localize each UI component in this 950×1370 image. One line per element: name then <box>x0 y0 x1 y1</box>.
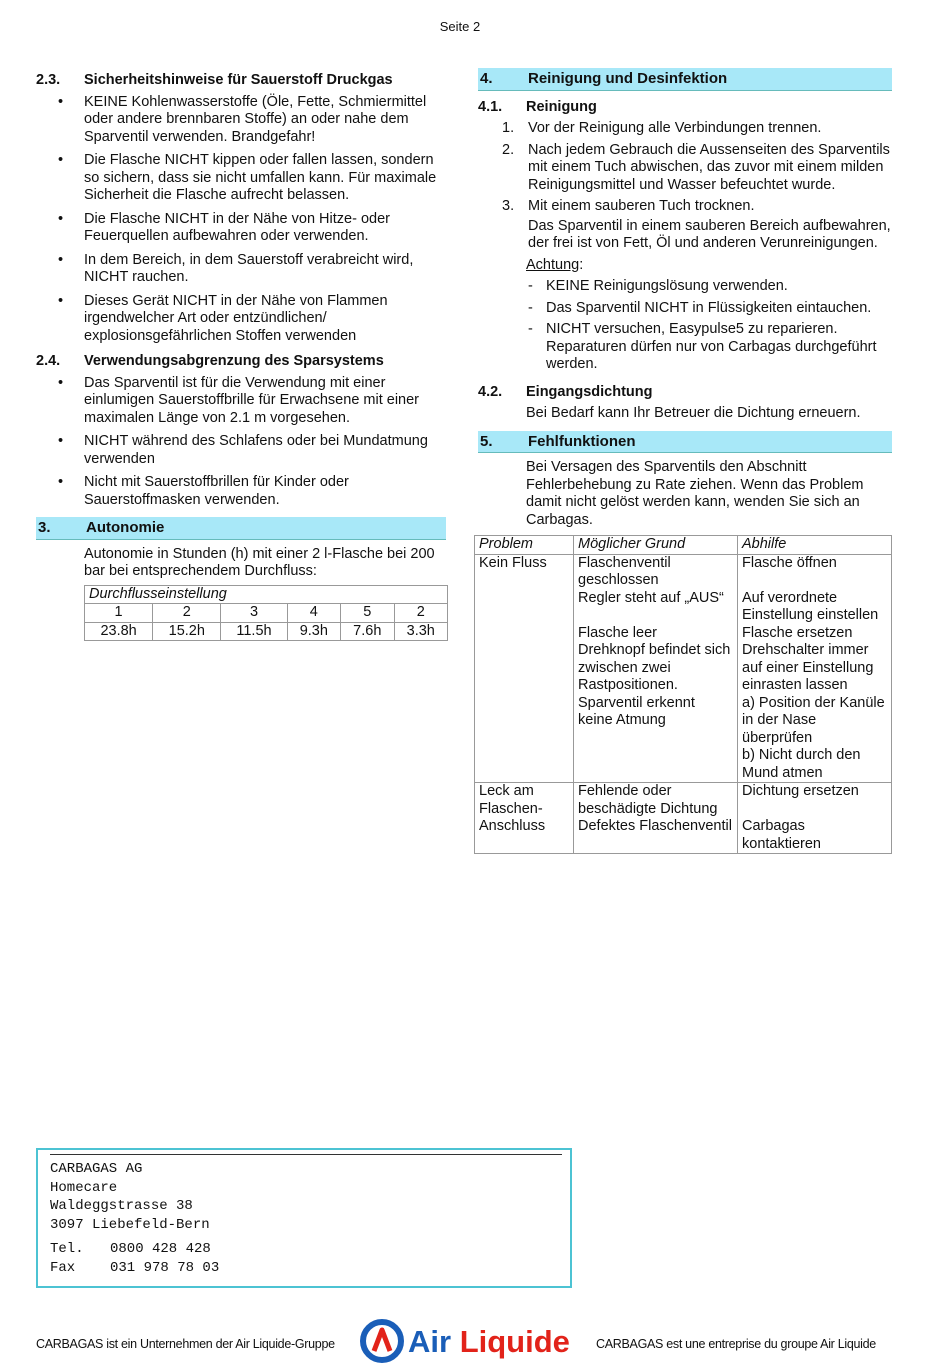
cause-cell: Fehlende oder beschädigte Dichtung <box>574 783 738 819</box>
page-number: Seite 2 <box>439 19 481 34</box>
list-item: • Die Flasche NICHT in der Nähe von Hitze- oder Feuerquellen aufbewahren oder verwenden. <box>36 211 446 246</box>
city: 3097 Liebefeld-Bern <box>50 1216 210 1233</box>
logo-text-air: Air <box>408 1324 460 1359</box>
problem-cell: Kein Fluss <box>475 554 574 783</box>
section-4-heading <box>478 68 892 91</box>
list-item: • In dem Bereich, in dem Sauerstoff verabreicht wird, NICHT rauchen. <box>36 252 446 287</box>
list-item: • Das Sparventil ist für die Verwendung mit einer einlumigen Sauerstoffbrille für Erwachsene mit einer maximalen Länge von 2.1 m vorgesehen. <box>36 375 446 428</box>
fax-line <box>50 1259 219 1278</box>
caution-heading <box>478 257 892 275</box>
column-header: Problem <box>475 536 574 555</box>
phone-label: Tel. <box>50 1241 84 1257</box>
section-number: 2.3. <box>36 72 61 88</box>
remedy-cell: Dichtung ersetzen <box>738 783 892 819</box>
logo-text-liquide: Liquide <box>459 1324 570 1359</box>
step-text: Mit einem sauberen Tuch trocknen. <box>528 198 755 214</box>
section-number: 3. <box>38 519 51 536</box>
table-row <box>475 554 892 590</box>
phone-line <box>50 1240 219 1259</box>
address-box <box>36 1148 572 1288</box>
left-column <box>36 72 446 641</box>
list-item <box>478 142 892 195</box>
list-item: • Nicht mit Sauerstoffbrillen für Kinder oder Sauerstoffmasken verwenden. <box>36 474 446 509</box>
cleaning-steps <box>478 120 892 216</box>
logo-text <box>408 1324 570 1359</box>
column-header: Möglicher Grund <box>574 536 738 555</box>
problem-cell: Leck am Flaschen-Anschluss <box>475 783 574 854</box>
autonomy-hours: 23.8h <box>85 622 153 641</box>
address-block <box>50 1160 219 1277</box>
section-4-2-heading <box>478 384 892 402</box>
list-item: - KEINE Reinigungslösung verwenden. <box>478 278 892 296</box>
remedy-cell <box>738 695 892 783</box>
cause-cell: Flaschenventil geschlossen <box>574 554 738 590</box>
flow-setting: 1 <box>85 604 153 623</box>
section-title: Sicherheitshinweise für Sauerstoff Druckgas <box>84 72 393 88</box>
list-item: - NICHT versuchen, Easypulse5 zu reparieren. Reparaturen dürfen nur von Carbagas durchgeführt werden. <box>478 321 892 374</box>
list-item: • Die Flasche NICHT kippen oder fallen lassen, sondern so sichern, dass sie nicht umfallen kann. Für maximale Sicherheit die Flasche aufrecht belassen. <box>36 152 446 205</box>
remedy-cell: Carbagas kontaktieren <box>738 818 892 854</box>
section-title: Fehlfunktionen <box>528 432 636 450</box>
list-item <box>478 120 892 138</box>
list-item: • KEINE Kohlenwasserstoffe (Öle, Fette, Schmiermittel oder andere brennbaren Stoffe) an oder nahe dem Sparventil verwenden. Brandgefahr! <box>36 94 446 147</box>
autonomy-hours: 11.5h <box>221 622 287 641</box>
section-title: Verwendungsabgrenzung des Sparsystems <box>84 353 384 369</box>
flow-setting: 2 <box>394 604 448 623</box>
step-number: 2. <box>502 141 515 158</box>
flow-setting: 4 <box>287 604 340 623</box>
fax-number: 031 978 78 03 <box>110 1259 220 1276</box>
column-header: Abhilfe <box>738 536 892 555</box>
flow-setting: 2 <box>153 604 221 623</box>
section-number: 4.2. <box>478 383 503 400</box>
section-number: 5. <box>480 432 493 450</box>
logo-graphic <box>360 1318 582 1364</box>
section-title: Autonomie <box>86 519 165 536</box>
section-number: 2.4. <box>36 353 61 369</box>
flow-setting: 3 <box>221 604 287 623</box>
table-row <box>85 604 448 623</box>
step-text: Nach jedem Gebrauch die Aussenseiten des Sparventils mit einem Tuch abwischen, das zuvor mit einem milden Reinigungsmittel und Wasser befeuchtet wurde. <box>528 141 890 193</box>
step-text: Vor der Reinigung alle Verbindungen trennen. <box>528 120 822 136</box>
section-number: 4.1. <box>478 98 503 115</box>
department: Homecare <box>50 1179 118 1196</box>
remedy-cell: Drehschalter immer auf einer Einstellung einrasten lassen <box>738 642 892 695</box>
remedy-cell: Auf verordnete Einstellung einstellen <box>738 590 892 625</box>
air-liquide-logo <box>360 1318 582 1364</box>
remedy-cell: Flasche öffnen <box>738 554 892 590</box>
table-row <box>475 783 892 819</box>
storage-text: Das Sparventil in einem sauberen Bereich aufbewahren, der frei ist von Fett, Öl und anderen Verunreinigungen. <box>528 217 891 251</box>
seal-text: Bei Bedarf kann Ihr Betreuer die Dichtung erneuern. <box>526 405 861 421</box>
autonomy-intro: Autonomie in Stunden (h) mit einer 2 l-Flasche bei 200 bar bei entsprechendem Durchfluss: <box>84 545 435 579</box>
flow-setting: 5 <box>341 604 394 623</box>
usage-limits-list <box>36 375 446 510</box>
remedy-cell: Flasche ersetzen <box>738 625 892 643</box>
group-note-fr: CARBAGAS est une entreprise du groupe Air Liquide <box>596 1337 876 1351</box>
safety-list <box>36 94 446 346</box>
cause-cell: Drehknopf befindet sich zwischen zwei Rastpositionen. <box>574 642 738 695</box>
street: Waldeggstrasse 38 <box>50 1198 193 1214</box>
caution-colon: : <box>579 256 584 273</box>
autonomy-hours: 9.3h <box>287 622 340 641</box>
divider <box>50 1154 562 1155</box>
cause-cell: Defektes Flaschenventil <box>574 818 738 854</box>
section-3-heading <box>36 517 446 540</box>
section-2-3-heading <box>36 72 446 90</box>
section-2-4-heading <box>36 353 446 371</box>
autonomy-table <box>84 585 448 642</box>
list-item: • NICHT während des Schlafens oder bei Mundatmung verwenden <box>36 433 446 468</box>
section-number: 4. <box>480 70 493 87</box>
table-header-row <box>475 536 892 555</box>
section-title: Reinigung <box>526 98 597 115</box>
section-title: Eingangsdichtung <box>526 383 653 400</box>
malfunction-intro: Bei Versagen des Sparventils den Abschnitt Fehlerbehebung zu Rate ziehen. Wenn das Problem damit nicht gelöst werden kann, wenden Sie sich an Carbagas. <box>526 459 864 528</box>
section-4-1-heading <box>478 99 892 117</box>
section-title: Reinigung und Desinfektion <box>528 70 728 87</box>
remedy-line: a) Position der Kanüle in der Nase überprüfen <box>742 694 885 746</box>
group-note-de: CARBAGAS ist ein Unternehmen der Air Liquide-Gruppe <box>36 1337 335 1351</box>
step-number: 3. <box>502 198 515 214</box>
table-caption: Durchflusseinstellung <box>85 585 448 604</box>
fax-label: Fax <box>50 1259 76 1276</box>
list-item: - Das Sparventil NICHT in Flüssigkeiten eintauchen. <box>478 300 892 318</box>
cause-cell: Regler steht auf „AUS“ <box>574 590 738 625</box>
section-5-heading <box>478 431 892 454</box>
caution-list <box>478 278 892 374</box>
autonomy-hours: 7.6h <box>341 622 394 641</box>
remedy-line: b) Nicht durch den Mund atmen <box>742 747 861 781</box>
cause-cell: Sparventil erkennt keine Atmung <box>574 695 738 783</box>
list-item <box>478 198 892 216</box>
phone-number: 0800 428 428 <box>110 1241 211 1257</box>
autonomy-hours: 3.3h <box>394 622 448 641</box>
table-row <box>85 622 448 641</box>
autonomy-hours: 15.2h <box>153 622 221 641</box>
company-name: CARBAGAS AG <box>50 1161 143 1177</box>
step-number: 1. <box>502 120 515 136</box>
right-column <box>478 68 892 854</box>
caution-label: Achtung <box>526 256 580 273</box>
list-item: • Dieses Gerät NICHT in der Nähe von Flammen irgendwelcher Art oder entzündlichen/ explosionsgefährlichen Stoffen verwenden <box>36 293 446 346</box>
troubleshooting-table <box>474 535 892 854</box>
cause-cell: Flasche leer <box>574 625 738 643</box>
